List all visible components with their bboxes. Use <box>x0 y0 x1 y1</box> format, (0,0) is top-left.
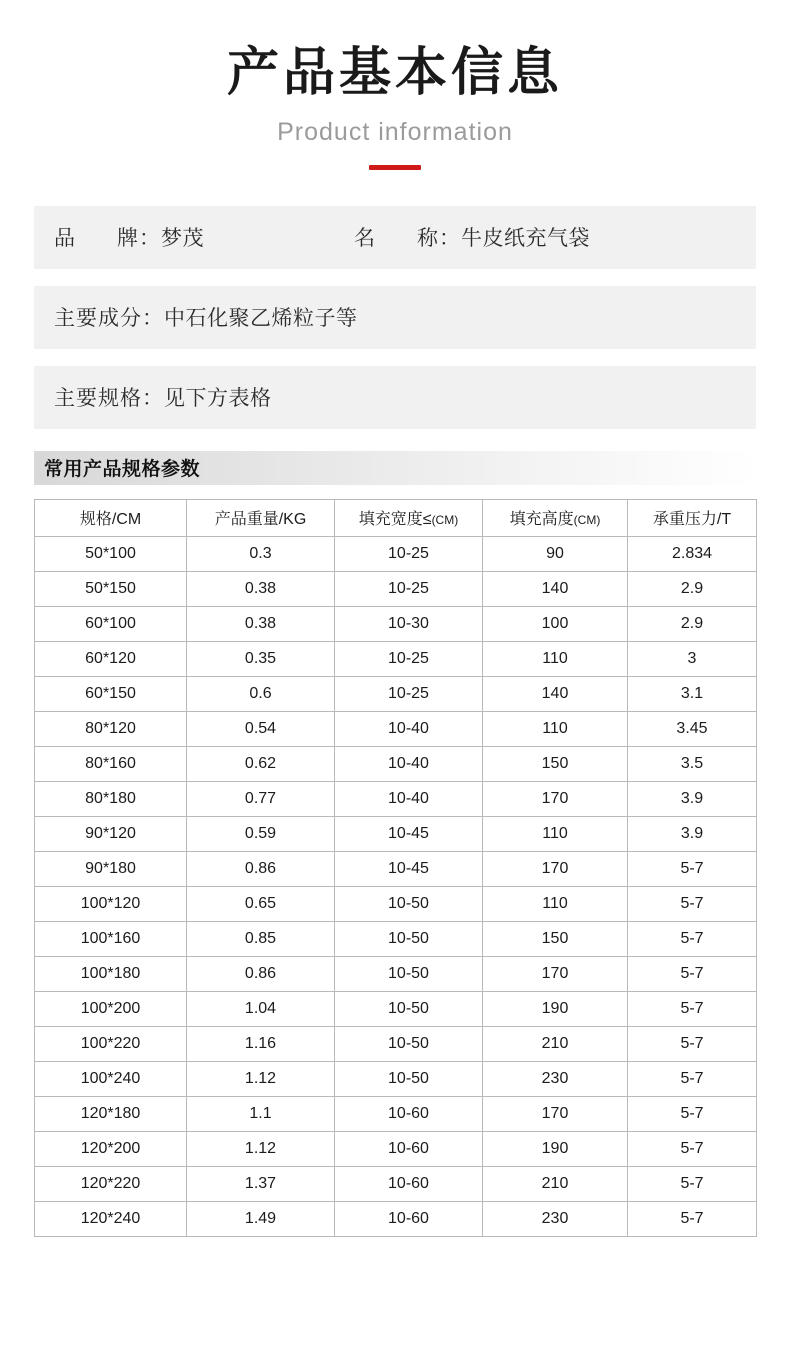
table-cell: 0.85 <box>187 921 335 956</box>
table-cell: 10-60 <box>335 1096 483 1131</box>
table-row <box>35 921 757 956</box>
table-row <box>35 991 757 1026</box>
table-row <box>35 606 757 641</box>
table-cell: 3.5 <box>628 746 757 781</box>
table-cell: 2.834 <box>628 536 757 571</box>
table-cell: 10-40 <box>335 781 483 816</box>
info-value: 中石化聚乙烯粒子等 <box>164 307 358 331</box>
table-row <box>35 1131 757 1166</box>
table-cell: 1.1 <box>187 1096 335 1131</box>
info-pair-brand <box>54 222 204 252</box>
table-cell: 1.49 <box>187 1201 335 1236</box>
table-cell: 90*180 <box>35 851 187 886</box>
info-pair-spec <box>54 382 272 412</box>
table-cell: 0.35 <box>187 641 335 676</box>
table-cell: 0.38 <box>187 606 335 641</box>
info-value: 梦茂 <box>161 227 205 251</box>
table-cell: 5-7 <box>628 956 757 991</box>
table-cell: 0.86 <box>187 851 335 886</box>
header-text: 规格/CM <box>79 511 142 529</box>
table-body <box>35 536 757 1236</box>
table-cell: 80*180 <box>35 781 187 816</box>
table-cell: 210 <box>483 1026 628 1061</box>
table-row <box>35 1026 757 1061</box>
table-row <box>35 641 757 676</box>
table-cell: 0.54 <box>187 711 335 746</box>
table-cell: 120*220 <box>35 1166 187 1201</box>
table-header-cell <box>628 499 757 536</box>
table-cell: 150 <box>483 746 628 781</box>
table-row <box>35 1096 757 1131</box>
table-cell: 5-7 <box>628 1061 757 1096</box>
page-title: 产品基本信息 <box>226 44 563 102</box>
table-cell: 60*120 <box>35 641 187 676</box>
info-row <box>34 286 756 349</box>
table-cell: 2.9 <box>628 571 757 606</box>
table-cell: 140 <box>483 571 628 606</box>
table-cell: 90 <box>483 536 628 571</box>
table-cell: 10-40 <box>335 711 483 746</box>
table-cell: 120*180 <box>35 1096 187 1131</box>
table-cell: 10-60 <box>335 1201 483 1236</box>
table-cell: 170 <box>483 851 628 886</box>
table-header-row <box>35 499 757 536</box>
table-cell: 5-7 <box>628 886 757 921</box>
table-cell: 110 <box>483 886 628 921</box>
table-cell: 1.16 <box>187 1026 335 1061</box>
table-cell: 210 <box>483 1166 628 1201</box>
table-cell: 10-50 <box>335 921 483 956</box>
table-cell: 0.6 <box>187 676 335 711</box>
header-unit: (CM) <box>431 513 459 528</box>
section-header-spec <box>34 451 756 485</box>
table-cell: 10-50 <box>335 1061 483 1096</box>
table-cell: 10-45 <box>335 816 483 851</box>
table-cell: 5-7 <box>628 1096 757 1131</box>
table-cell: 60*100 <box>35 606 187 641</box>
table-row <box>35 676 757 711</box>
table-cell: 10-50 <box>335 991 483 1026</box>
table-cell: 170 <box>483 1096 628 1131</box>
header-text: 承重压力/T <box>652 511 732 529</box>
info-label: 品 牌： <box>54 227 162 251</box>
table-cell: 110 <box>483 711 628 746</box>
table-cell: 190 <box>483 991 628 1026</box>
header-text: 产品重量/KG <box>214 511 307 529</box>
info-row <box>34 206 756 269</box>
table-cell: 0.38 <box>187 571 335 606</box>
table-cell: 10-60 <box>335 1131 483 1166</box>
table-cell: 3.9 <box>628 781 757 816</box>
page-subtitle: Product information <box>277 117 513 146</box>
section-title: 常用产品规格参数 <box>44 459 201 481</box>
table-cell: 10-25 <box>335 676 483 711</box>
table-header-cell <box>35 499 187 536</box>
table-header-cell <box>483 499 628 536</box>
table-cell: 1.12 <box>187 1061 335 1096</box>
table-cell: 140 <box>483 676 628 711</box>
table-row <box>35 956 757 991</box>
table-cell: 50*100 <box>35 536 187 571</box>
table-cell: 80*120 <box>35 711 187 746</box>
table-cell: 10-25 <box>335 571 483 606</box>
table-row <box>35 1061 757 1096</box>
table-cell: 150 <box>483 921 628 956</box>
table-cell: 100*200 <box>35 991 187 1026</box>
info-label: 主要规格： <box>54 387 164 411</box>
table-cell: 100*180 <box>35 956 187 991</box>
accent-divider <box>369 165 421 170</box>
table-cell: 10-25 <box>335 641 483 676</box>
table-cell: 10-30 <box>335 606 483 641</box>
info-label: 主要成分： <box>54 307 164 331</box>
table-cell: 50*150 <box>35 571 187 606</box>
table-cell: 5-7 <box>628 921 757 956</box>
table-cell: 10-25 <box>335 536 483 571</box>
table-cell: 10-60 <box>335 1166 483 1201</box>
info-pair-composition <box>54 302 358 332</box>
header-text: 填充宽度≤ <box>358 511 432 529</box>
table-cell: 3 <box>628 641 757 676</box>
table-cell: 0.77 <box>187 781 335 816</box>
table-cell: 5-7 <box>628 1166 757 1201</box>
info-label: 名 称： <box>354 227 462 251</box>
table-cell: 60*150 <box>35 676 187 711</box>
table-cell: 0.62 <box>187 746 335 781</box>
table-cell: 5-7 <box>628 1026 757 1061</box>
table-cell: 0.86 <box>187 956 335 991</box>
table-cell: 3.9 <box>628 816 757 851</box>
table-row <box>35 536 757 571</box>
spec-table <box>34 499 757 1237</box>
table-cell: 230 <box>483 1201 628 1236</box>
table-cell: 110 <box>483 641 628 676</box>
table-cell: 0.65 <box>187 886 335 921</box>
table-cell: 100*120 <box>35 886 187 921</box>
table-row <box>35 886 757 921</box>
table-row <box>35 1166 757 1201</box>
table-cell: 5-7 <box>628 991 757 1026</box>
table-cell: 0.3 <box>187 536 335 571</box>
table-cell: 10-45 <box>335 851 483 886</box>
header-unit: (CM) <box>573 513 601 528</box>
table-cell: 90*120 <box>35 816 187 851</box>
table-row <box>35 781 757 816</box>
table-cell: 10-50 <box>335 1026 483 1061</box>
table-cell: 230 <box>483 1061 628 1096</box>
table-cell: 100*220 <box>35 1026 187 1061</box>
table-cell: 170 <box>483 781 628 816</box>
info-pair-name <box>354 222 590 252</box>
table-cell: 10-50 <box>335 886 483 921</box>
table-row <box>35 816 757 851</box>
table-cell: 2.9 <box>628 606 757 641</box>
table-cell: 10-40 <box>335 746 483 781</box>
table-cell: 110 <box>483 816 628 851</box>
info-row <box>34 366 756 429</box>
info-list <box>34 206 756 429</box>
table-cell: 5-7 <box>628 851 757 886</box>
table-cell: 3.1 <box>628 676 757 711</box>
info-value: 牛皮纸充气袋 <box>461 227 591 251</box>
table-cell: 1.04 <box>187 991 335 1026</box>
table-row <box>35 1201 757 1236</box>
table-cell: 100*240 <box>35 1061 187 1096</box>
table-cell: 10-50 <box>335 956 483 991</box>
table-cell: 120*200 <box>35 1131 187 1166</box>
table-cell: 5-7 <box>628 1201 757 1236</box>
table-header-cell <box>187 499 335 536</box>
table-cell: 80*160 <box>35 746 187 781</box>
table-cell: 5-7 <box>628 1131 757 1166</box>
table-cell: 1.12 <box>187 1131 335 1166</box>
table-cell: 1.37 <box>187 1166 335 1201</box>
table-cell: 170 <box>483 956 628 991</box>
info-value: 见下方表格 <box>164 387 272 411</box>
table-row <box>35 851 757 886</box>
table-cell: 190 <box>483 1131 628 1166</box>
page-header <box>34 0 756 170</box>
table-cell: 120*240 <box>35 1201 187 1236</box>
table-header-cell <box>335 499 483 536</box>
table-cell: 0.59 <box>187 816 335 851</box>
table-cell: 100 <box>483 606 628 641</box>
table-row <box>35 571 757 606</box>
table-cell: 3.45 <box>628 711 757 746</box>
table-cell: 100*160 <box>35 921 187 956</box>
table-row <box>35 746 757 781</box>
table-row <box>35 711 757 746</box>
header-text: 填充高度 <box>509 511 574 529</box>
